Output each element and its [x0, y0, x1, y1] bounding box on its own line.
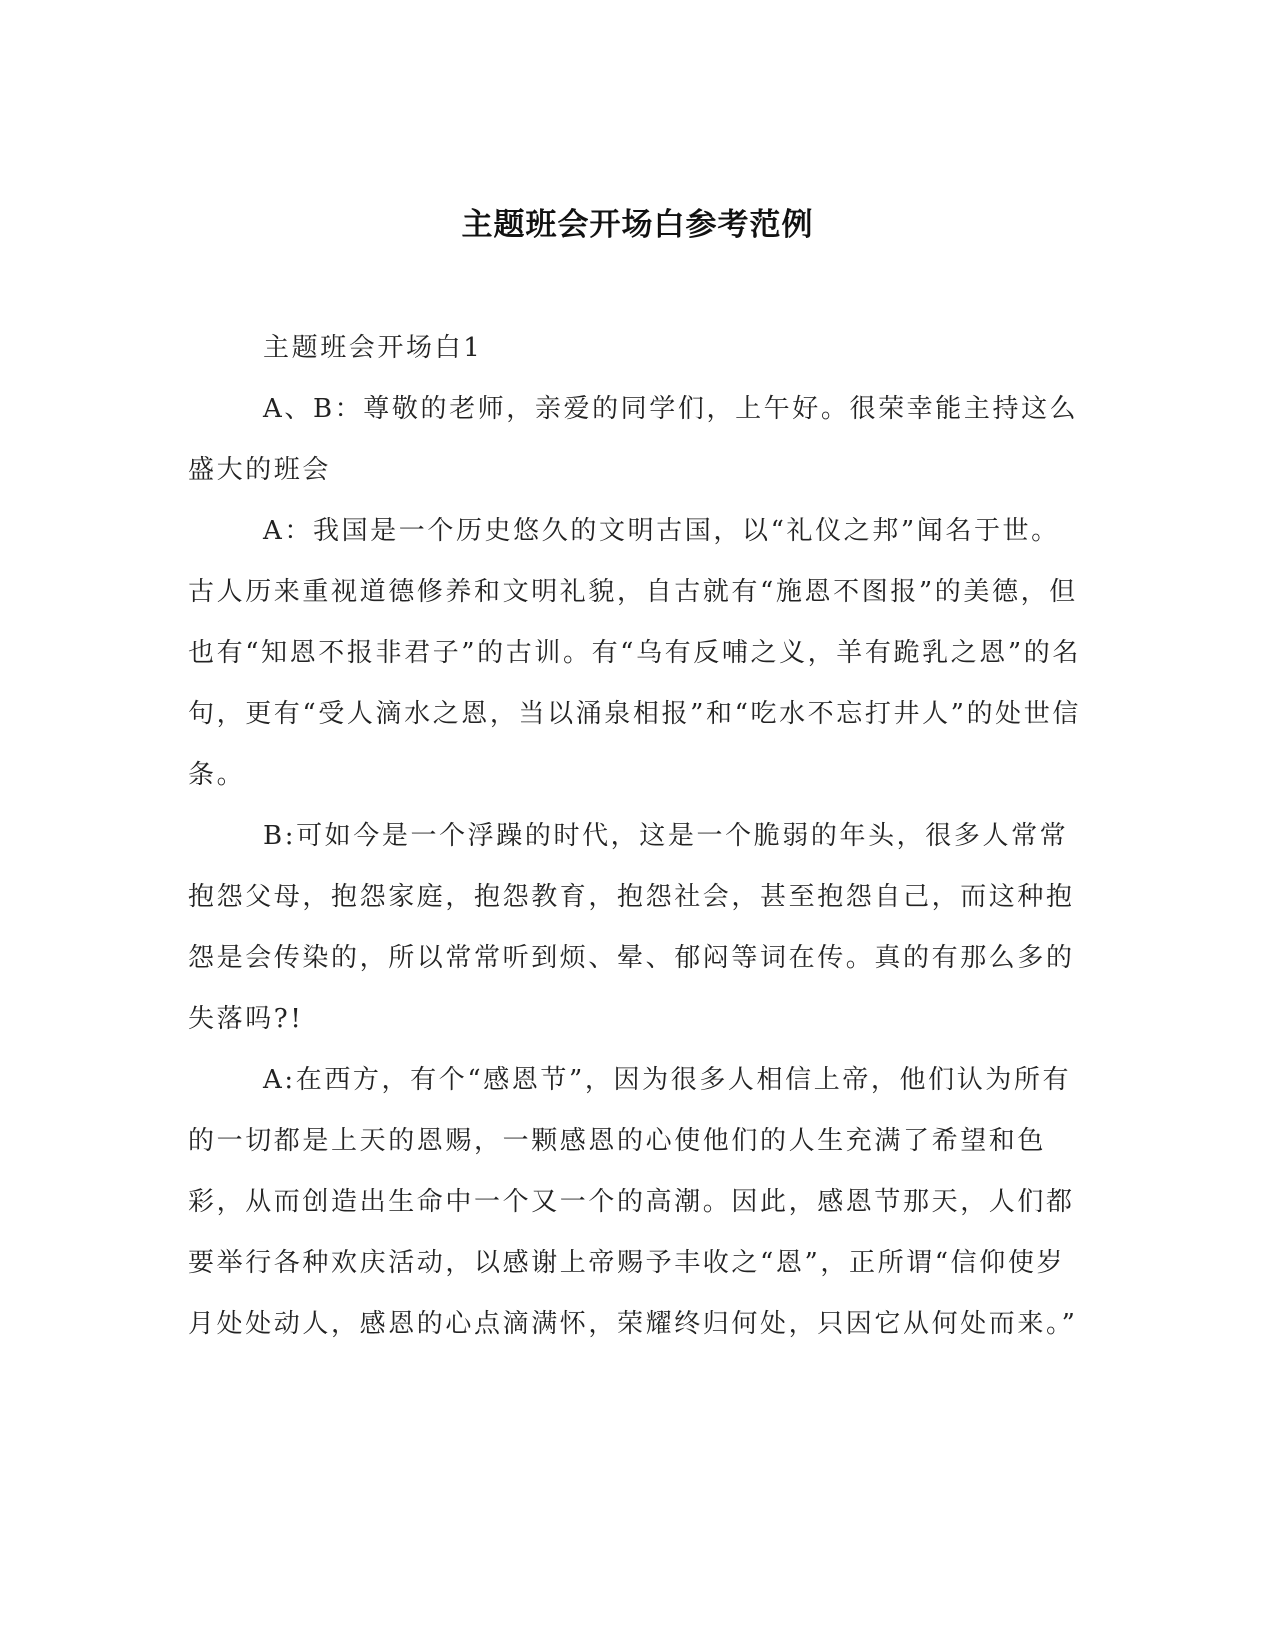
paragraph-greeting: A、B：尊敬的老师，亲爱的同学们，上午好。很荣幸能主持这么盛大的班会 [188, 394, 1079, 485]
section-heading: 主题班会开场白1 [263, 333, 483, 363]
document-body [188, 318, 1088, 1355]
paragraph-b-complaint: B:可如今是一个浮躁的时代，这是一个脆弱的年头，很多人常常抱怨父母，抱怨家庭，抱怨教育，抱怨社会，甚至抱怨自己，而这种抱怨是会传染的，所以常常听到烦、晕、郁闷等词在传。真的有那么多的失落吗?! [188, 821, 1075, 1034]
paragraph-a-thanksgiving: A:在西方，有个“感恩节”，因为很多人相信上帝，他们认为所有的一切都是上天的恩赐，一颗感恩的心使他们的人生充满了希望和色彩，从而创造出生命中一个又一个的高潮。因此，感恩节那天，人们都要举行各种欢庆活动，以感谢上帝赐予丰收之“恩”，正所谓“信仰使岁月处处动人，感恩的心点滴满怀，荣耀终归何处，只因它从何处而来。” [188, 1065, 1078, 1339]
document-title: 主题班会开场白参考范例 [461, 207, 814, 243]
paragraph-a-etiquette: A：我国是一个历史悠久的文明古国，以“礼仪之邦”闻名于世。古人历来重视道德修养和文明礼貌，自古就有“施恩不图报”的美德，但也有“知恩不报非君子”的古训。有“乌有反哺之义，羊有跪乳之恩”的名句，更有“受人滴水之恩，当以涌泉相报”和“吃水不忘打井人”的处世信条。 [188, 516, 1081, 790]
